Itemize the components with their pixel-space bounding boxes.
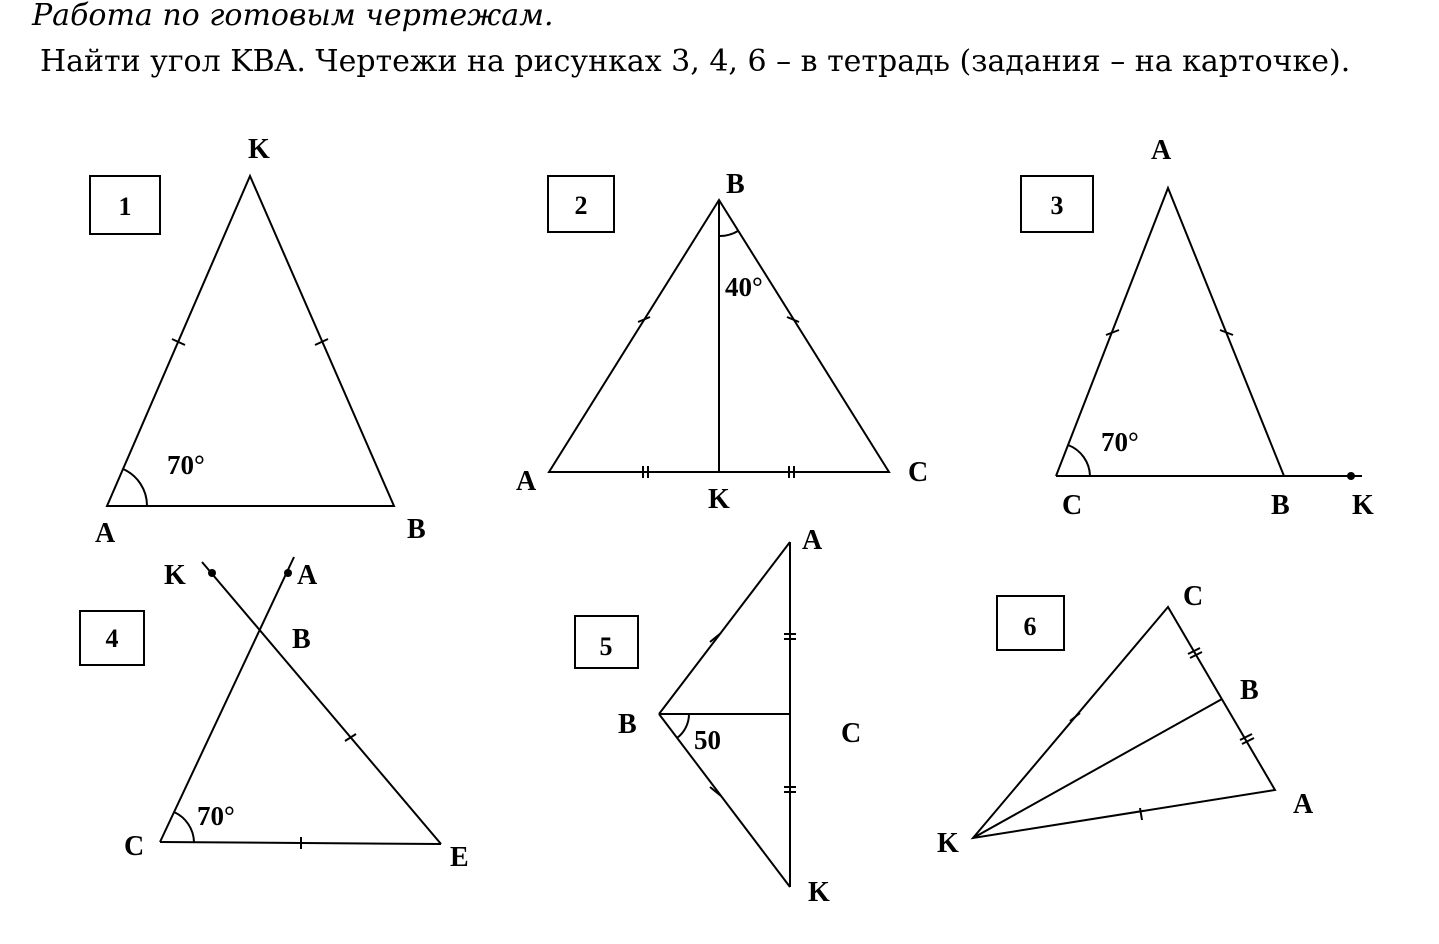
segment-kb [973, 699, 1222, 838]
figure-6 [937, 581, 1314, 859]
figure-3 [1021, 135, 1374, 521]
point-a [284, 569, 292, 577]
angle-label: 50 [694, 725, 721, 755]
vertex-label: C [841, 718, 862, 749]
vertex-label: K [808, 877, 830, 908]
figure-4 [80, 557, 469, 873]
segment-bk [659, 714, 790, 887]
vertex-label: C [1062, 490, 1083, 521]
tick-mark [1070, 713, 1080, 721]
line-ca [160, 557, 294, 842]
figure-number: 2 [574, 191, 588, 220]
vertex-label: B [726, 169, 745, 200]
vertex-label: A [95, 518, 116, 549]
vertex-label: K [937, 828, 959, 859]
figure-5 [575, 525, 861, 908]
angle-arc [677, 714, 689, 738]
angle-label: 70° [1101, 427, 1139, 457]
task-statement: Найти угол KBA. Чертежи на рисунках 3, 4, 6 – в тетрадь (задания – на карточке). [40, 44, 1351, 79]
angle-arc [719, 231, 738, 236]
figure-number: 1 [118, 192, 132, 221]
point-k [208, 569, 216, 577]
vertex-label: K [248, 134, 270, 165]
figure-number: 6 [1023, 612, 1037, 641]
vertex-label: B [407, 514, 426, 545]
figure-1 [90, 134, 426, 549]
angle-arc [174, 812, 194, 842]
figure-2 [516, 169, 928, 515]
vertex-label: B [1240, 675, 1259, 706]
angle-label: 70° [167, 450, 205, 480]
vertex-label: K [708, 484, 730, 515]
vertex-label: B [618, 709, 637, 740]
line-ke [202, 562, 441, 844]
angle-label: 40° [725, 272, 763, 302]
figure-number: 3 [1050, 191, 1064, 220]
angle-label: 70° [197, 801, 235, 831]
vertex-label: C [124, 831, 145, 862]
point-k [1347, 472, 1355, 480]
vertex-label: A [516, 466, 537, 497]
vertex-label: A [1293, 789, 1314, 820]
vertex-label: B [1271, 490, 1290, 521]
vertex-label: A [1151, 135, 1172, 166]
figure-number: 5 [599, 632, 613, 661]
vertex-label: B [292, 624, 311, 655]
vertex-label: K [164, 560, 186, 591]
angle-arc [1068, 445, 1090, 476]
heading: Работа по готовым чертежам. [32, 0, 554, 33]
triangle [107, 176, 394, 506]
vertex-label: E [450, 842, 469, 873]
tick-mark [1140, 808, 1142, 820]
segment-ba [659, 542, 790, 714]
angle-arc [123, 469, 147, 506]
tick-mark [345, 734, 356, 741]
triangle [973, 607, 1275, 838]
vertex-label: C [908, 457, 929, 488]
vertex-label: A [297, 560, 318, 591]
vertex-label: K [1352, 490, 1374, 521]
vertex-label: A [802, 525, 823, 556]
vertex-label: C [1183, 581, 1204, 612]
figure-number: 4 [105, 624, 119, 653]
